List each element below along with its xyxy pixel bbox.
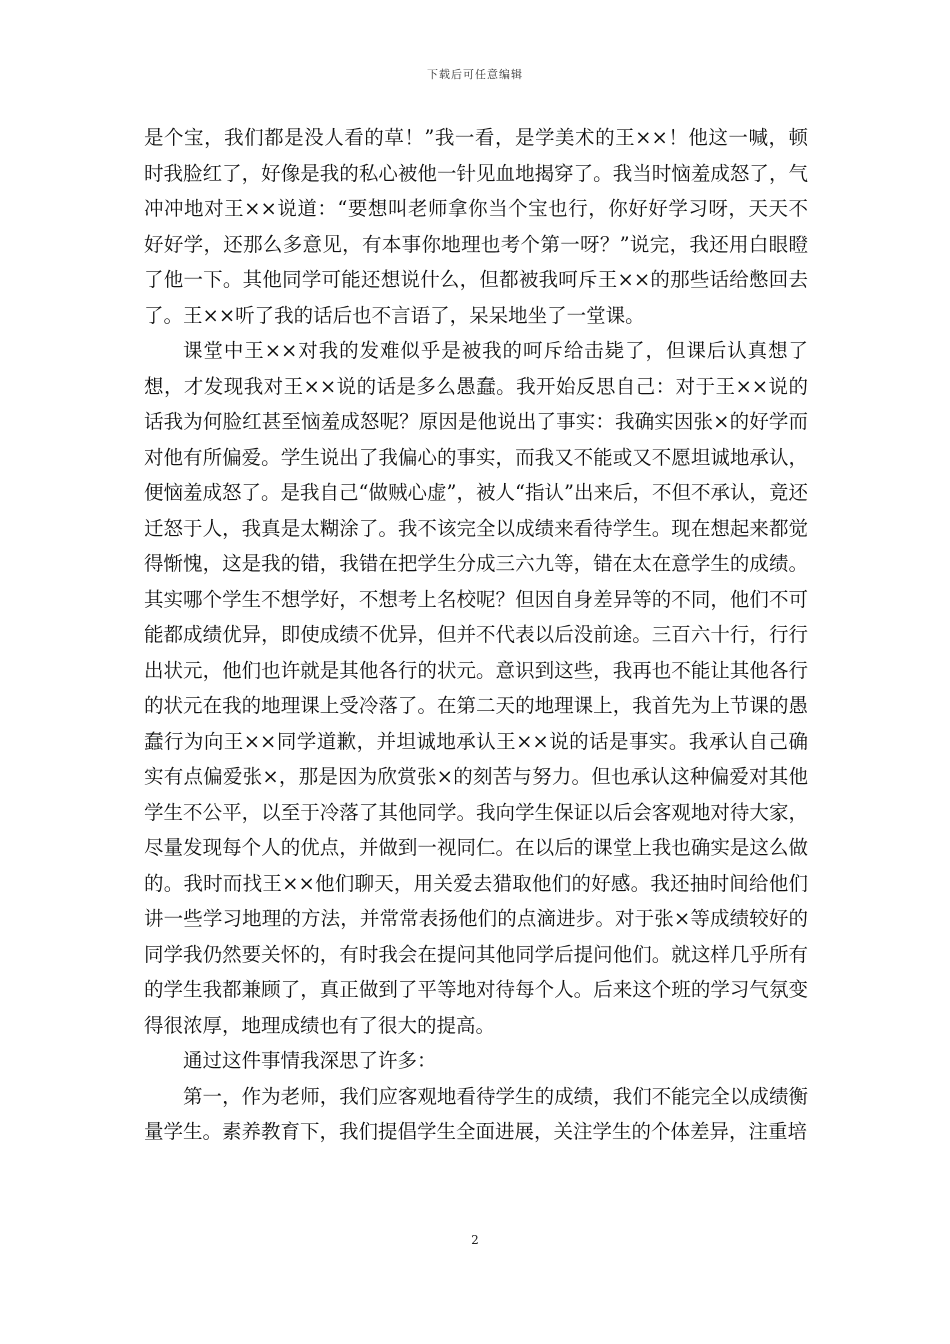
paragraph-4: 第一，作为老师，我们应客观地看待学生的成绩，我们不能完全以成绩衡量学生。素养教育下，我们提倡学生全面进展，关注学生的个体差异，注重培: [144, 1084, 808, 1143]
document-body: [144, 120, 808, 1150]
page-header: 下载后可任意编辑: [427, 68, 523, 81]
paragraph-3: 通过这件事情我深思了许多：: [183, 1049, 437, 1072]
paragraph-1: 是个宝，我们都是没人看的草！”我一看，是学美术的王××！他这一喊，顿时我脸红了，好像是我的私心被他一针见血地揭穿了。我当时恼羞成怒了，气冲冲地对王××说道：“要想叫老师拿你当个宝也行，你好好学习呀，天天不好好学，还那么多意见，有本事你地理也考个第一呀？”说完，我还用白眼瞪了他一下。其他同学可能还想说什么，但都被我呵斥王××的那些话给憋回去了。王××听了我的话后也不言语了，呆呆地坐了一堂课。: [144, 126, 808, 327]
page-number: 2: [471, 1233, 479, 1247]
paragraph-2: 课堂中王××对我的发难似乎是被我的呵斥给击毙了，但课后认真想了想，才发现我对王××说的话是多么愚蠢。我开始反思自己：对于王××说的话我为何脸红甚至恼羞成怒呢？原因是他说出了事实：我确实因张×的好学而对他有所偏爱。学生说出了我偏心的事实，而我又不能或又不愿坦诚地承认，便恼羞成怒了。是我自己“做贼心虚”，被人“指认”出来后，不但不承认，竟还迁怒于人，我真是太糊涂了。我不该完全以成绩来看待学生。现在想起来都觉得惭愧，这是我的错，我错在把学生分成三六九等，错在太在意学生的成绩。其实哪个学生不想学好，不想考上名校呢？但因自身差异等的不同，他们不可能都成绩优异，即使成绩不优异，但并不代表以后没前途。三百六十行，行行出状元，他们也许就是其他各行的状元。意识到这些，我再也不能让其他各行的状元在我的地理课上受冷落了。在第二天的地理课上，我首先为上节课的愚蠢行为向王××同学道歉，并坦诚地承认王××说的话是事实。我承认自己确实有点偏爱张×，那是因为欣赏张×的刻苦与努力。但也承认这种偏爱对其他学生不公平，以至于冷落了其他同学。我向学生保证以后会客观地对待大家，尽量发现每个人的优点，并做到一视同仁。在以后的课堂上我也确实是这么做的。我时而找王××他们聊天，用关爱去猎取他们的好感。我还抽时间给他们讲一些学习地理的方法，并常常表扬他们的点滴进步。对于张×等成绩较好的同学我仍然要关怀的，有时我会在提问其他同学后提问他们。就这样几乎所有的学生我都兼顾了，真正做到了平等地对待每个人。后来这个班的学习气氛变得很浓厚，地理成绩也有了很大的提高。: [144, 339, 808, 1037]
